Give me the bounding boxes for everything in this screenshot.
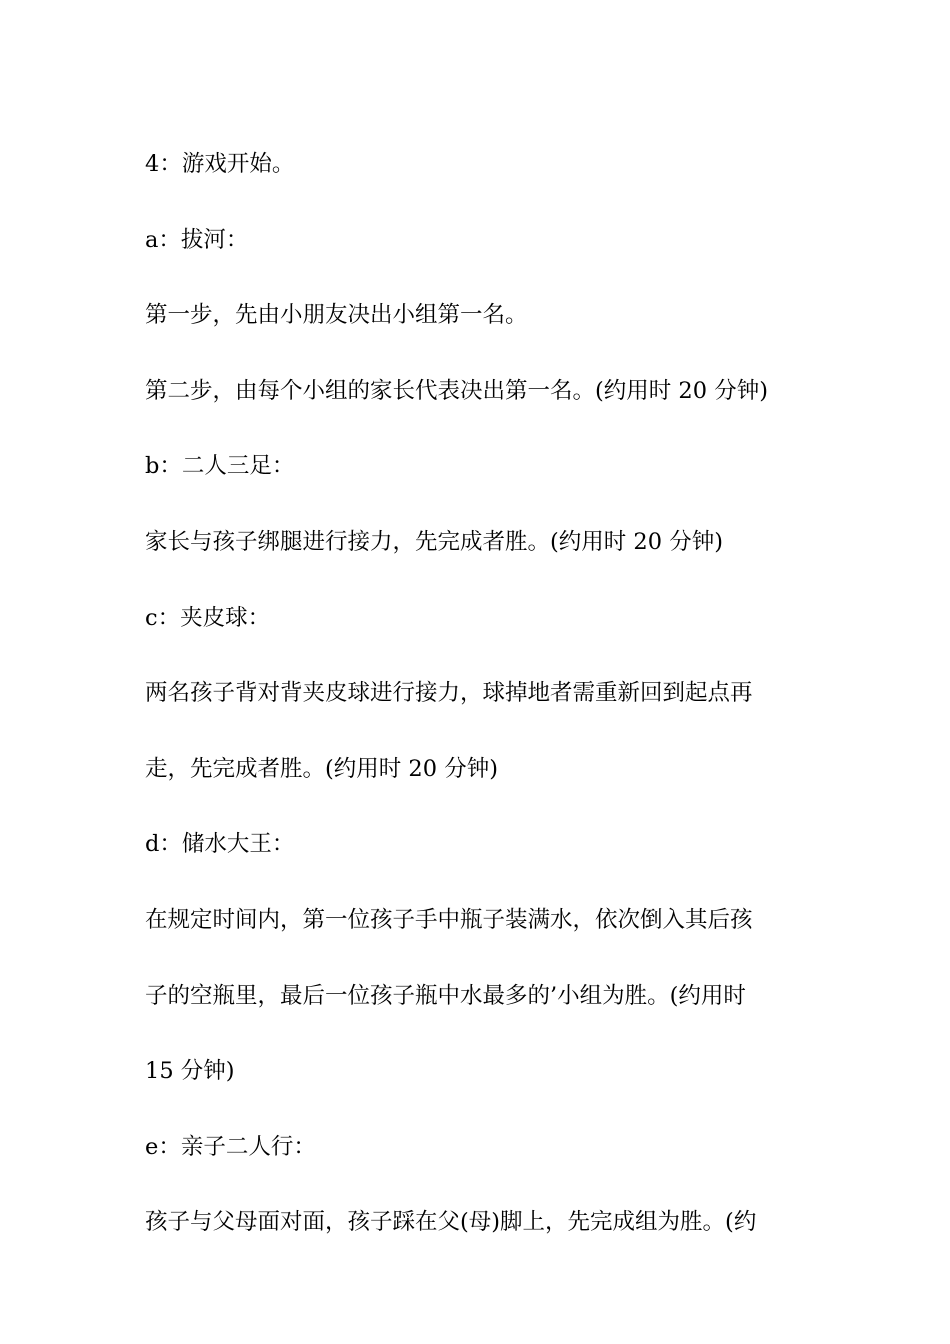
- game-a-step-1: 第一步，先由小朋友决出小组第一名。: [145, 302, 528, 329]
- game-e-description: 孩子与父母面对面，孩子踩在父(母)脚上，先完成组为胜。(约: [145, 1209, 757, 1236]
- game-b-title: b：二人三足：: [145, 453, 295, 480]
- game-c-title: c：夹皮球：: [145, 604, 271, 631]
- step-heading: 4：游戏开始。: [145, 151, 295, 177]
- game-a-title: a：拔河：: [145, 226, 249, 253]
- game-d-description-line-2: 子的空瓶里，最后一位孩子瓶中水最多的’小组为胜。(约用时: [145, 982, 746, 1009]
- game-a-step-2: 第二步，由每个小组的家长代表决出第一名。(约用时 20 分钟): [145, 377, 768, 404]
- game-d-title: d：储水大王：: [145, 831, 295, 858]
- game-c-description-line-1: 两名孩子背对背夹皮球进行接力，球掉地者需重新回到起点再: [145, 680, 753, 707]
- game-e-title: e：亲子二人行：: [145, 1133, 316, 1160]
- game-d-description-line-3: 15 分钟): [145, 1058, 235, 1085]
- document-body: [145, 127, 810, 1261]
- game-c-description-line-2: 走，先完成者胜。(约用时 20 分钟): [145, 755, 498, 782]
- game-b-description: 家长与孩子绑腿进行接力，先完成者胜。(约用时 20 分钟): [145, 528, 723, 555]
- game-d-description-line-1: 在规定时间内，第一位孩子手中瓶子装满水，依次倒入其后孩: [145, 906, 753, 933]
